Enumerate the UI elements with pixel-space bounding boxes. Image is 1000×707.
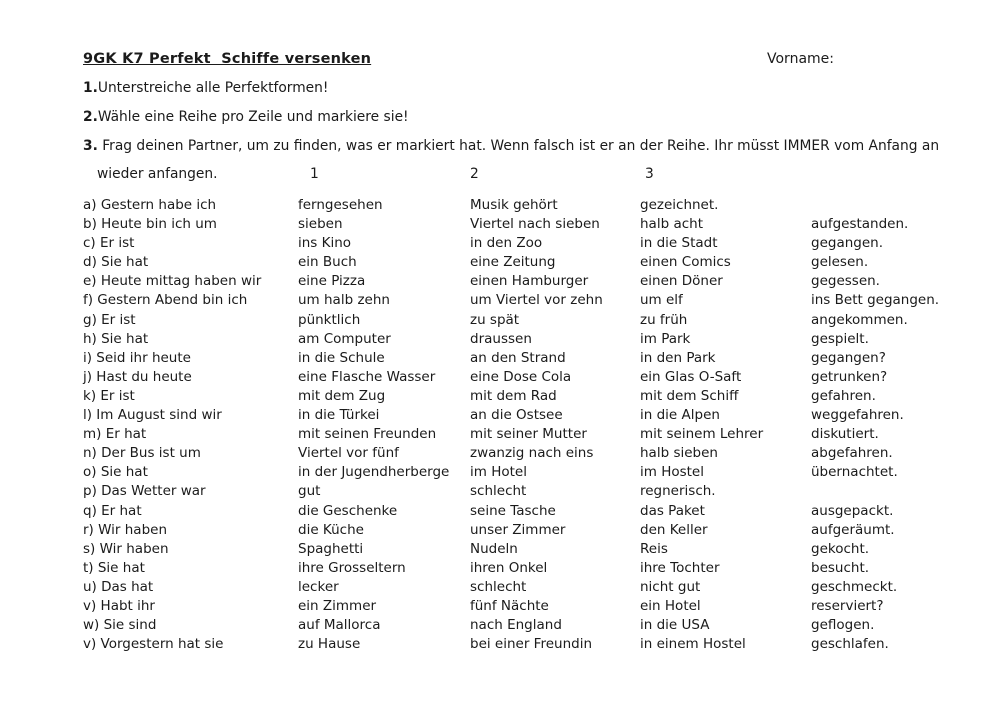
instruction-2-number: 2. bbox=[83, 109, 98, 125]
row-start: g) Er ist bbox=[83, 311, 136, 328]
row-start: d) Sie hat bbox=[83, 254, 149, 271]
table-row bbox=[0, 463, 1000, 482]
row-start: r) Wir haben bbox=[83, 521, 168, 538]
row-option-3: im Hostel bbox=[640, 464, 704, 481]
row-option-2: Viertel nach sieben bbox=[470, 216, 600, 233]
row-ending: ausgepackt. bbox=[811, 502, 894, 519]
row-option-3: einen Comics bbox=[640, 254, 731, 271]
row-option-2: im Hotel bbox=[470, 464, 527, 481]
row-option-3: regnerisch. bbox=[640, 483, 716, 500]
row-start: a) Gestern habe ich bbox=[83, 197, 217, 213]
row-option-2: eine Zeitung bbox=[470, 254, 556, 271]
instruction-3-text: Frag deinen Partner, um zu finden, was er markiert hat. Wenn falsch ist er an der Reihe. Ihr müsst IMMER vom Anfang an bbox=[97, 138, 940, 154]
row-start: f) Gestern Abend bin ich bbox=[83, 292, 248, 309]
instruction-3-number: 3. bbox=[83, 138, 98, 154]
row-option-1: lecker bbox=[298, 578, 339, 595]
table-row bbox=[0, 425, 1000, 444]
row-ending: diskutiert. bbox=[811, 426, 879, 443]
row-option-2: mit dem Rad bbox=[470, 387, 557, 404]
row-option-1: mit seinen Freunden bbox=[298, 426, 437, 443]
row-option-1: Spaghetti bbox=[298, 540, 364, 557]
row-option-2: einen Hamburger bbox=[470, 273, 589, 290]
row-ending: gefahren. bbox=[811, 387, 876, 404]
table-row bbox=[0, 616, 1000, 635]
row-option-3: mit seinem Lehrer bbox=[640, 426, 764, 443]
row-option-3: ihre Tochter bbox=[640, 559, 720, 576]
column-header-2: 2 bbox=[470, 166, 479, 182]
row-ending: aufgestanden. bbox=[811, 216, 909, 233]
row-option-3: in die Stadt bbox=[640, 235, 718, 252]
page-title: 9GK K7 Perfekt Schiffe versenken bbox=[83, 51, 372, 67]
table-row bbox=[0, 559, 1000, 578]
table-row bbox=[0, 521, 1000, 540]
instruction-2-text: Wähle eine Reihe pro Zeile und markiere sie! bbox=[97, 109, 409, 125]
row-option-1: um halb zehn bbox=[298, 292, 390, 309]
row-ending: weggefahren. bbox=[811, 407, 904, 424]
instruction-1-text: Unterstreiche alle Perfektformen! bbox=[97, 80, 329, 96]
row-option-3: das Paket bbox=[640, 502, 705, 519]
row-ending bbox=[811, 482, 1000, 501]
row-option-1: gut bbox=[298, 483, 321, 500]
row-start: b) Heute bin ich um bbox=[83, 216, 217, 233]
row-option-3: im Park bbox=[640, 330, 691, 347]
row-ending: getrunken? bbox=[811, 368, 888, 385]
row-ending: gelesen. bbox=[811, 254, 869, 271]
row-option-2: um Viertel vor zehn bbox=[470, 292, 603, 309]
row-option-3: gezeichnet. bbox=[640, 197, 719, 213]
instruction-1 bbox=[83, 80, 328, 96]
table-row bbox=[0, 215, 1000, 234]
row-option-2: in den Zoo bbox=[470, 235, 543, 252]
column-header-1: 1 bbox=[310, 166, 319, 182]
row-ending: gespielt. bbox=[811, 330, 869, 347]
row-start: j) Hast du heute bbox=[83, 368, 192, 385]
row-start: w) Sie sind bbox=[83, 617, 157, 634]
row-option-3: in die Alpen bbox=[640, 407, 720, 424]
table-row bbox=[0, 253, 1000, 272]
instruction-1-number: 1. bbox=[83, 80, 98, 96]
instruction-3 bbox=[83, 138, 939, 154]
row-start: u) Das hat bbox=[83, 578, 154, 595]
row-start: n) Der Bus ist um bbox=[83, 445, 201, 462]
row-option-2: bei einer Freundin bbox=[470, 636, 593, 653]
row-option-2: ihren Onkel bbox=[470, 559, 548, 576]
row-start: k) Er ist bbox=[83, 387, 135, 404]
row-option-1: ein Zimmer bbox=[298, 597, 377, 614]
row-option-3: halb sieben bbox=[640, 445, 718, 462]
row-option-1: eine Flasche Wasser bbox=[298, 368, 436, 385]
row-start: h) Sie hat bbox=[83, 330, 149, 347]
row-option-1: pünktlich bbox=[298, 311, 361, 328]
row-ending: angekommen. bbox=[811, 311, 908, 328]
row-option-1: die Küche bbox=[298, 521, 364, 538]
row-option-1: zu Hause bbox=[298, 636, 361, 653]
row-option-1: in die Schule bbox=[298, 349, 385, 366]
table-row bbox=[0, 540, 1000, 559]
row-option-3: zu früh bbox=[640, 311, 688, 328]
row-start: c) Er ist bbox=[83, 235, 135, 252]
table-row bbox=[0, 387, 1000, 406]
table-row bbox=[0, 597, 1000, 616]
row-start: p) Das Wetter war bbox=[83, 483, 206, 500]
row-option-3: den Keller bbox=[640, 521, 708, 538]
table-row bbox=[0, 196, 1000, 215]
row-option-2: zu spät bbox=[470, 311, 520, 328]
row-start: m) Er hat bbox=[83, 426, 147, 443]
row-ending: reserviert? bbox=[811, 597, 884, 614]
row-option-1: ins Kino bbox=[298, 235, 352, 252]
row-option-3: nicht gut bbox=[640, 578, 701, 595]
row-option-2: zwanzig nach eins bbox=[470, 445, 594, 462]
instruction-3-continuation: wieder anfangen. bbox=[97, 166, 218, 182]
row-ending bbox=[811, 196, 1000, 215]
row-ending: gegessen. bbox=[811, 273, 880, 290]
row-ending: geschmeckt. bbox=[811, 578, 898, 595]
row-option-2: nach England bbox=[470, 617, 562, 634]
row-option-3: ein Hotel bbox=[640, 597, 701, 614]
row-option-3: in einem Hostel bbox=[640, 636, 746, 653]
row-option-1: am Computer bbox=[298, 330, 391, 347]
row-option-1: auf Mallorca bbox=[298, 617, 381, 634]
worksheet-table bbox=[0, 196, 1000, 654]
row-option-3: Reis bbox=[640, 540, 668, 557]
row-ending: übernachtet. bbox=[811, 464, 898, 481]
row-option-1: ein Buch bbox=[298, 254, 357, 271]
row-option-2: schlecht bbox=[470, 483, 527, 500]
table-row bbox=[0, 234, 1000, 253]
row-ending: abgefahren. bbox=[811, 445, 893, 462]
row-option-1: in der Jugendherberge bbox=[298, 464, 450, 481]
row-option-1: mit dem Zug bbox=[298, 387, 386, 404]
row-ending: ins Bett gegangen. bbox=[811, 292, 940, 309]
row-option-3: halb acht bbox=[640, 216, 703, 233]
row-option-3: mit dem Schiff bbox=[640, 387, 739, 404]
row-start: v) Habt ihr bbox=[83, 597, 155, 614]
row-option-2: unser Zimmer bbox=[470, 521, 566, 538]
table-row bbox=[0, 349, 1000, 368]
row-option-1: sieben bbox=[298, 216, 343, 233]
name-label: Vorname: bbox=[767, 51, 834, 67]
row-option-2: an den Strand bbox=[470, 349, 566, 366]
row-start: i) Seid ihr heute bbox=[83, 349, 191, 366]
row-option-2: mit seiner Mutter bbox=[470, 426, 587, 443]
row-start: v) Vorgestern hat sie bbox=[83, 636, 224, 653]
row-option-2: seine Tasche bbox=[470, 502, 556, 519]
row-option-2: draussen bbox=[470, 330, 532, 347]
row-option-3: in die USA bbox=[640, 617, 710, 634]
instruction-2 bbox=[83, 109, 409, 125]
row-start: e) Heute mittag haben wir bbox=[83, 273, 262, 290]
row-ending: gegangen. bbox=[811, 235, 883, 252]
row-option-2: schlecht bbox=[470, 578, 527, 595]
row-option-2: Musik gehört bbox=[470, 197, 558, 213]
row-start: l) Im August sind wir bbox=[83, 407, 222, 424]
row-option-2: Nudeln bbox=[470, 540, 518, 557]
row-option-2: eine Dose Cola bbox=[470, 368, 572, 385]
row-ending: gegangen? bbox=[811, 349, 886, 366]
row-option-3: in den Park bbox=[640, 349, 716, 366]
row-option-3: ein Glas O-Saft bbox=[640, 368, 742, 385]
row-option-1: eine Pizza bbox=[298, 273, 366, 290]
table-row bbox=[0, 502, 1000, 521]
row-start: o) Sie hat bbox=[83, 464, 148, 481]
table-row bbox=[0, 311, 1000, 330]
row-option-3: um elf bbox=[640, 292, 683, 309]
row-ending: gekocht. bbox=[811, 540, 870, 557]
row-ending: geschlafen. bbox=[811, 636, 889, 653]
row-start: q) Er hat bbox=[83, 502, 142, 519]
row-start: s) Wir haben bbox=[83, 540, 169, 557]
row-ending: geflogen. bbox=[811, 617, 875, 634]
table-row bbox=[0, 368, 1000, 387]
row-start: t) Sie hat bbox=[83, 559, 145, 576]
table-row bbox=[0, 578, 1000, 597]
row-ending: besucht. bbox=[811, 559, 870, 576]
row-option-3: einen Döner bbox=[640, 273, 723, 290]
row-option-1: die Geschenke bbox=[298, 502, 398, 519]
table-row bbox=[0, 635, 1000, 654]
row-option-2: fünf Nächte bbox=[470, 597, 549, 614]
column-header-3: 3 bbox=[645, 166, 654, 182]
table-row bbox=[0, 444, 1000, 463]
table-row bbox=[0, 406, 1000, 425]
row-option-1: Viertel vor fünf bbox=[298, 445, 399, 462]
table-row bbox=[0, 272, 1000, 291]
table-row bbox=[0, 291, 1000, 310]
table-row bbox=[0, 482, 1000, 501]
row-ending: aufgeräumt. bbox=[811, 521, 895, 538]
row-option-2: an die Ostsee bbox=[470, 407, 563, 424]
row-option-1: in die Türkei bbox=[298, 407, 380, 424]
table-row bbox=[0, 330, 1000, 349]
row-option-1: ihre Grosseltern bbox=[298, 559, 406, 576]
row-option-1: ferngesehen bbox=[298, 197, 383, 213]
